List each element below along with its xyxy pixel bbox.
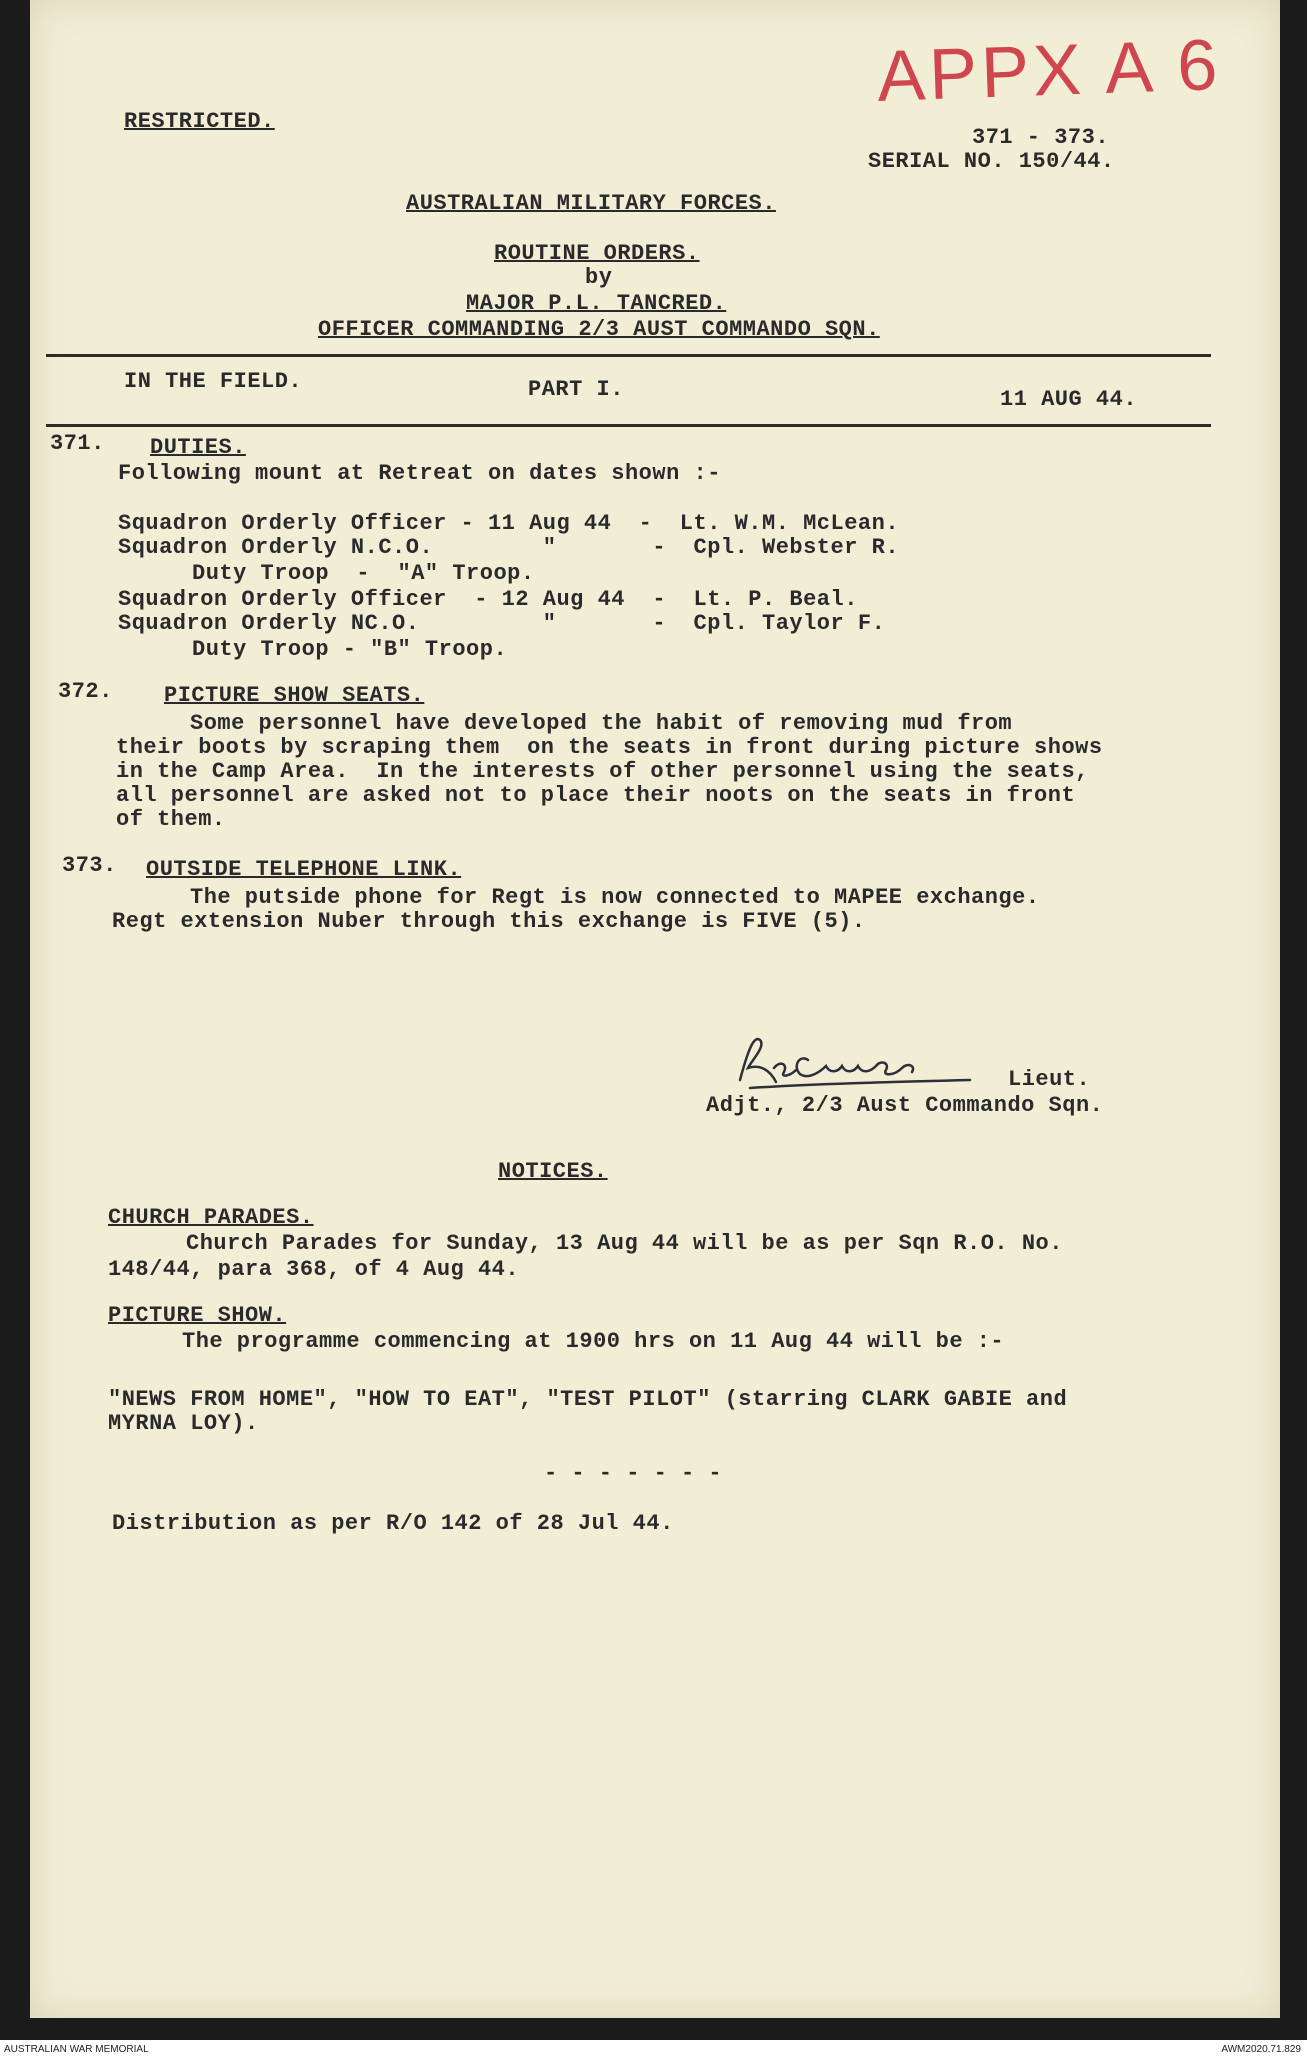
order-title: PICTURE SHOW SEATS. [164, 683, 425, 708]
signatory-role: Adjt., 2/3 Aust Commando Sqn. [706, 1093, 1104, 1118]
order-line: Squadron Orderly Officer - 12 Aug 44 - Lt. P. Beal. [118, 587, 858, 612]
order-line: Squadron Orderly Officer - 11 Aug 44 - Lt. W.M. McLean. [118, 511, 900, 536]
notice-line: "NEWS FROM HOME", "HOW TO EAT", "TEST PILOT" (starring CLARK GABIE and [108, 1387, 1068, 1412]
signatory-rank: Lieut. [1008, 1067, 1091, 1092]
order-title: OUTSIDE TELEPHONE LINK. [146, 857, 462, 882]
order-line: Duty Troop - "B" Troop. [192, 637, 508, 662]
order-range: 371 - 373. [972, 125, 1110, 150]
order-line: Duty Troop - "A" Troop. [192, 561, 535, 586]
part-label: PART I. [528, 377, 624, 402]
order-line: Squadron Orderly NC.O. " - Cpl. Taylor F. [118, 611, 886, 636]
order-line: Squadron Orderly N.C.O. " - Cpl. Webster R. [118, 535, 900, 560]
separator: - - - - - - - [544, 1461, 723, 1486]
archive-footer [0, 2040, 1307, 2061]
order-line: of them. [116, 807, 226, 832]
order-number: 371. [50, 431, 105, 456]
order-line: Some personnel have developed the habit of removing mud from [190, 711, 1013, 736]
footer-reference: AWM2020.71.829 [1221, 2044, 1301, 2055]
notice-line: Church Parades for Sunday, 13 Aug 44 will be as per Sqn R.O. No. [186, 1231, 1063, 1256]
footer-institution: AUSTRALIAN WAR MEMORIAL [4, 2044, 149, 2055]
document-type: ROUTINE ORDERS. [494, 241, 700, 266]
notice-line: The programme commencing at 1900 hrs on 11 Aug 44 will be :- [182, 1329, 1005, 1354]
order-line: in the Camp Area. In the interests of other personnel using the seats, [116, 759, 1089, 784]
order-line: all personnel are asked not to place their noots on the seats in front [116, 783, 1076, 808]
order-line: Following mount at Retreat on dates shown :- [118, 461, 721, 486]
bottom-rule [46, 424, 1211, 427]
distribution-note: Distribution as per R/O 142 of 28 Jul 44. [112, 1511, 674, 1536]
order-line: The putside phone for Regt is now connected to MAPEE exchange. [190, 885, 1040, 910]
appendix-mark: APPX A 6 [875, 25, 1223, 117]
top-rule [46, 354, 1211, 357]
classification: RESTRICTED. [124, 109, 275, 134]
order-line: Regt extension Nuber through this exchange is FIVE (5). [112, 909, 866, 934]
order-title: DUTIES. [150, 435, 246, 460]
issuer-role: OFFICER COMMANDING 2/3 AUST COMMANDO SQN. [318, 317, 880, 342]
issue-date: 11 AUG 44. [1000, 387, 1138, 412]
notices-heading: NOTICES. [498, 1159, 608, 1184]
order-line: their boots by scraping them on the seats in front during picture shows [116, 735, 1103, 760]
issuer: MAJOR P.L. TANCRED. [466, 291, 727, 316]
notice-line: MYRNA LOY). [108, 1411, 259, 1436]
notice-title: PICTURE SHOW. [108, 1303, 287, 1328]
location: IN THE FIELD. [124, 369, 303, 394]
by-label: by [585, 265, 613, 290]
order-number: 372. [58, 679, 113, 704]
notice-title: CHURCH PARADES. [108, 1205, 314, 1230]
notice-line: 148/44, para 368, of 4 Aug 44. [108, 1257, 520, 1282]
order-number: 373. [62, 853, 117, 878]
serial-number: SERIAL NO. 150/44. [868, 149, 1115, 174]
organisation: AUSTRALIAN MILITARY FORCES. [406, 191, 776, 216]
